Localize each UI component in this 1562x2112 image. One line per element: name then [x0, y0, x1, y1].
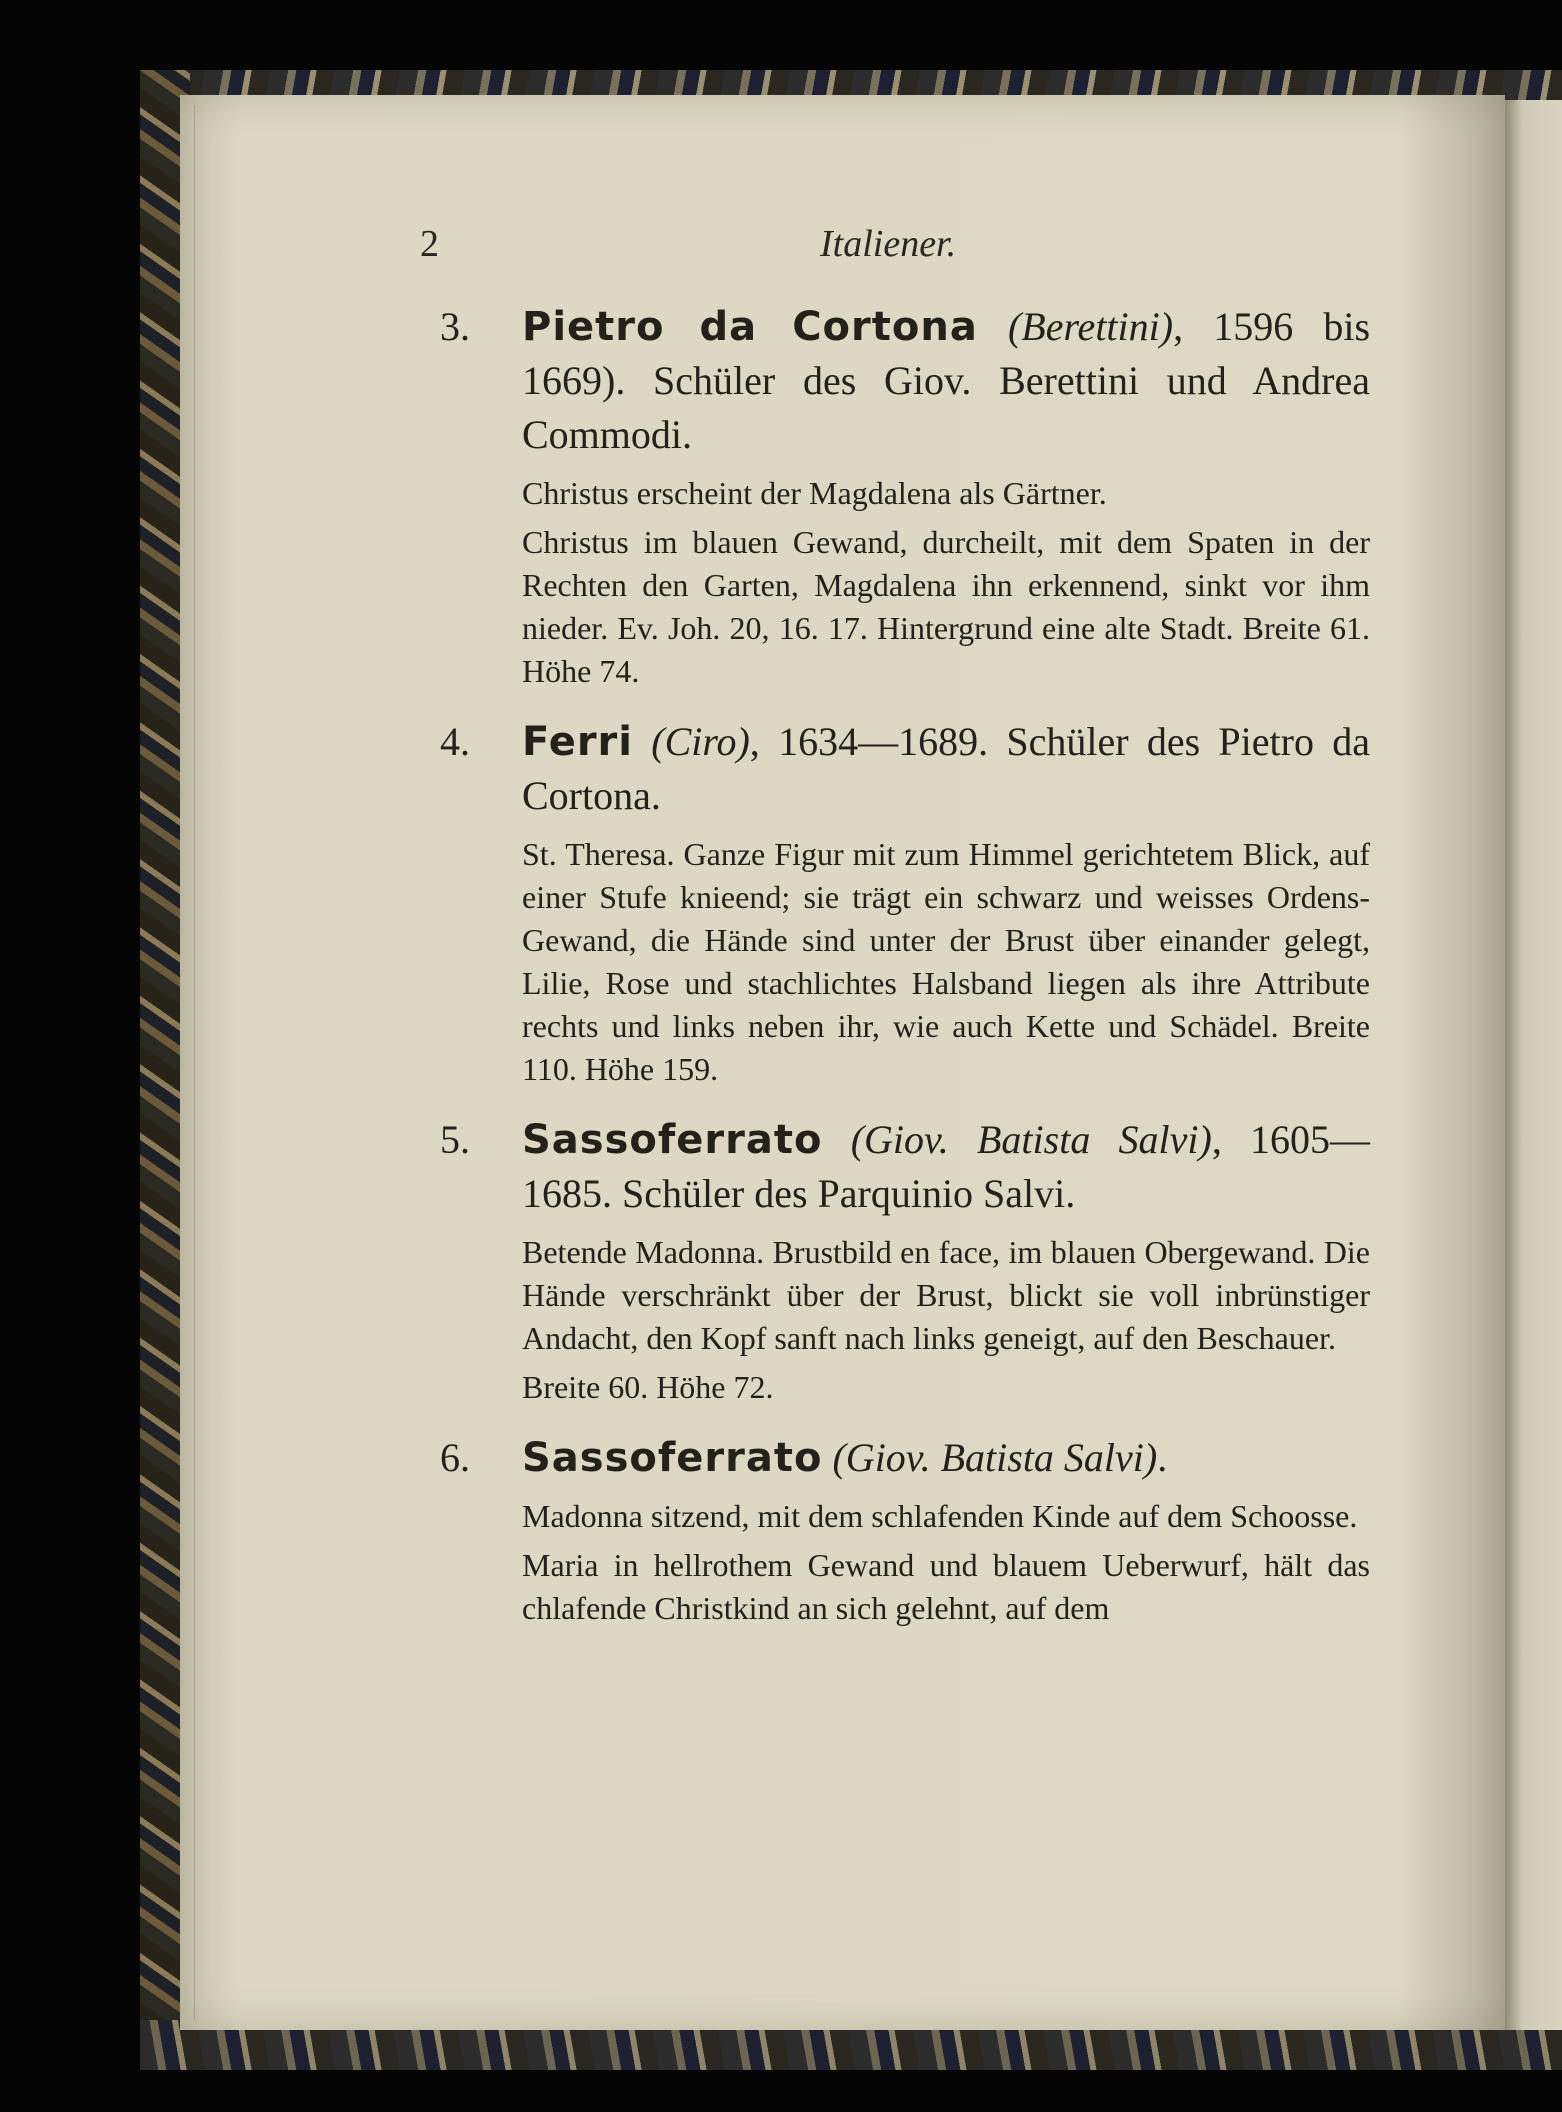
entry-heading	[440, 300, 1371, 462]
page-number: 2	[420, 223, 439, 265]
artist-name: Sassoferrato	[522, 1117, 823, 1163]
catalog-entry	[440, 1431, 1370, 1630]
artist-details: .	[1157, 1435, 1168, 1480]
facing-page-edge	[1505, 100, 1562, 2030]
entry-heading	[440, 1113, 1371, 1221]
painting-title: Madonna sitzend, mit dem schlafenden Kinde auf dem Schoosse.	[522, 1498, 1358, 1534]
entry-heading	[440, 715, 1370, 823]
painting-description: Betende Madonna. Brustbild en face, im blauen Obergewand. Die Hände verschränkt über der Brust, blickt sie voll inbrünstiger Andacht, den Kopf sanft nach links geneigt, auf den Beschauer.	[522, 1234, 1370, 1356]
painting-dimensions: Breite 60. Höhe 72.	[522, 1369, 774, 1405]
painting-title: Christus erscheint der Magdalena als Gärtner.	[522, 475, 1107, 511]
catalog-entry	[440, 715, 1370, 1091]
entry-heading	[440, 1431, 1370, 1485]
artist-name: Pietro da Cortona	[522, 304, 978, 350]
artist-alias: (Giov. Batista Salvi)	[850, 1117, 1212, 1162]
entry-number: 3.	[440, 304, 470, 349]
entry-number: 5.	[440, 1117, 470, 1162]
entry-number: 4.	[440, 719, 470, 764]
running-title: Italiener.	[820, 223, 957, 265]
catalog-entry	[440, 300, 1370, 693]
entry-number: 6.	[440, 1435, 470, 1480]
painting-description: Christus im blauen Gewand, durcheilt, mit dem Spaten in der Rechten den Garten, Magdalena ihn erkennend, sinkt vor ihm nieder. Ev. Joh. 20, 16. 17. Hintergrund eine alte Stadt. Breite 61. Höhe 74.	[522, 524, 1370, 689]
painting-description: St. Theresa. Ganze Figur mit zum Himmel gerichtetem Blick, auf einer Stufe knieend; sie trägt ein schwarz und weisses Ordens-Gewand, die Hände sind unter der Brust über einander gelegt, Lilie, Rose und stachlichtes Halsband liegen als ihre Attribute rechts und links neben ihr, wie auch Kette und Schädel. Breite 110. Höhe 159.	[522, 836, 1370, 1087]
painting-description: Maria in hellrothem Gewand und blauem Ueberwurf, hält das chlafende Christkind an sich gelehnt, auf dem	[522, 1547, 1370, 1626]
artist-alias: (Ciro)	[651, 719, 750, 764]
artist-details: , 1634—1689. Schüler des Pietro da Cortona.	[522, 719, 1370, 818]
artist-alias: (Giov. Batista Salvi)	[832, 1435, 1158, 1480]
artist-name: Sassoferrato	[522, 1435, 823, 1481]
artist-alias: (Berettini)	[1007, 304, 1174, 349]
catalog-entry	[440, 1113, 1370, 1409]
running-head	[420, 222, 1380, 272]
artist-name: Ferri	[522, 719, 633, 765]
artist-details: , 1596 bis 1669). Schüler des Giov. Berettini und Andrea Commodi.	[522, 304, 1371, 457]
catalog-entries	[440, 300, 1370, 1652]
artist-details: , 1605—1685. Schüler des Parquinio Salvi.	[522, 1117, 1371, 1216]
